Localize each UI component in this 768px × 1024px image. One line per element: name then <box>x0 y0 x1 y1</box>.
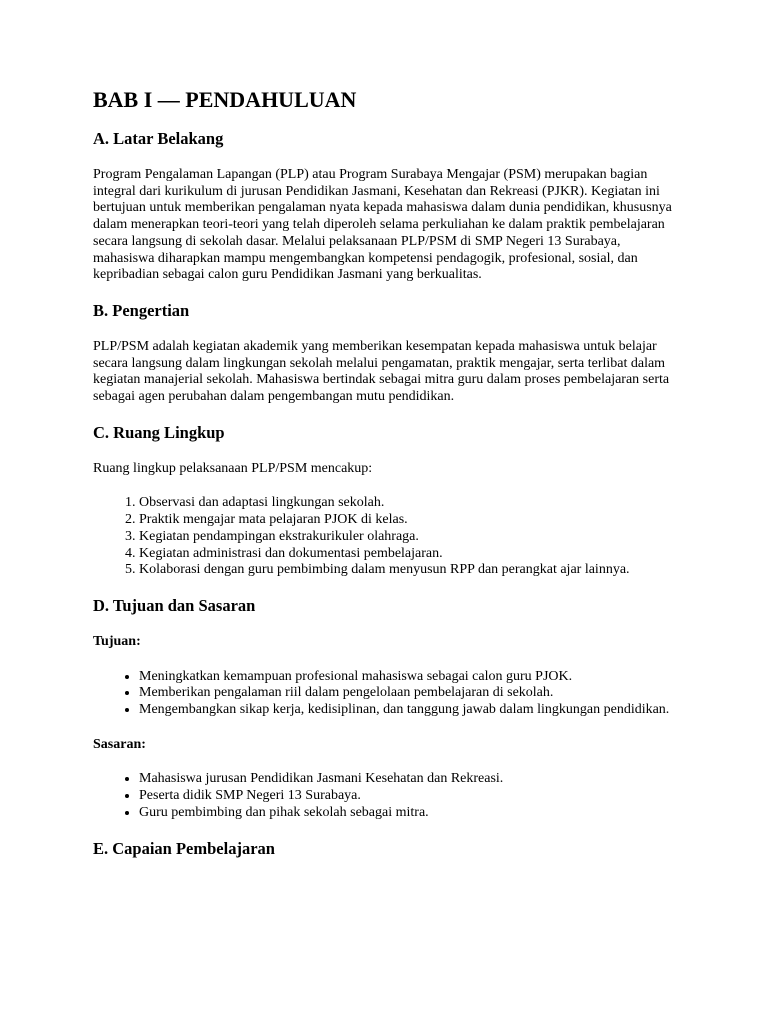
list-item: • Meningkatkan kemampuan profesional mahasiswa sebagai calon guru PJOK. <box>139 669 683 686</box>
chapter-title: BAB I — PENDAHULUAN <box>93 87 357 112</box>
list-item: • Mengembangkan sikap kerja, kedisiplinan, dan tanggung jawab dalam lingkungan pendidikan. <box>139 702 683 719</box>
sasaran-list <box>93 771 683 821</box>
ruang-lingkup-list <box>93 495 683 579</box>
tujuan-label: Tujuan: <box>93 633 141 649</box>
list-item: 5. Kolaborasi dengan guru pembimbing dalam menyusun RPP dan perangkat ajar lainnya. <box>139 562 683 579</box>
section-title-capaian-pembelajaran: E. Capaian Pembelajaran <box>93 838 275 858</box>
list-item: 4. Kegiatan administrasi dan dokumentasi pembelajaran. <box>139 546 683 563</box>
paragraph-ruang-lingkup-intro: Ruang lingkup pelaksanaan PLP/PSM mencakup: <box>93 460 373 476</box>
paragraph-pengertian: PLP/PSM adalah kegiatan akademik yang memberikan kesempatan kepada mahasiswa untuk belajar secara langsung dalam lingkungan sekolah melalui pengamatan, praktik mengajar, serta terlibat dalam kegiatan manajerial sekolah. Mahasiswa bertindak sebagai mitra guru dalam proses pembelajaran serta sebagai agen perubahan dalam pengembangan mutu pendidikan. <box>93 338 670 405</box>
list-item: • Memberikan pengalaman riil dalam pengelolaan pembelajaran di sekolah. <box>139 685 683 702</box>
list-item: • Peserta didik SMP Negeri 13 Surabaya. <box>139 788 683 805</box>
section-title-pengertian: B. Pengertian <box>93 300 190 320</box>
list-item: • Guru pembimbing dan pihak sekolah sebagai mitra. <box>139 805 683 822</box>
document-page <box>93 86 683 859</box>
paragraph-latar-belakang: Program Pengalaman Lapangan (PLP) atau Program Surabaya Mengajar (PSM) merupakan bagian integral dari kurikulum di jurusan Pendidikan Jasmani, Kesehatan dan Rekreasi (PJKR). Kegiatan ini bertujuan untuk memberikan pengalaman nyata kepada mahasiswa dalam dunia pendidikan, khususnya dalam menerapkan teori-teori yang telah diperoleh selama perkuliahan ke dalam praktik pembelajaran secara langsung di sekolah dasar. Melalui pelaksanaan PLP/PSM di SMP Negeri 13 Surabaya, mahasiswa diharapkan mampu mengembangkan kompetensi pendagogik, profesional, sosial, dan kepribadian sebagai calon guru Pendidikan Jasmani yang berkualitas. <box>93 167 672 283</box>
tujuan-list <box>93 669 683 719</box>
sasaran-label: Sasaran: <box>93 736 146 752</box>
list-item: 2. Praktik mengajar mata pelajaran PJOK di kelas. <box>139 512 683 529</box>
list-item: • Mahasiswa jurusan Pendidikan Jasmani Kesehatan dan Rekreasi. <box>139 771 683 788</box>
list-item: 1. Observasi dan adaptasi lingkungan sekolah. <box>139 495 683 512</box>
section-title-ruang-lingkup: C. Ruang Lingkup <box>93 422 225 442</box>
section-title-latar-belakang: A. Latar Belakang <box>93 129 224 148</box>
section-title-tujuan-sasaran: D. Tujuan dan Sasaran <box>93 595 256 615</box>
list-item: 3. Kegiatan pendampingan ekstrakurikuler olahraga. <box>139 529 683 546</box>
